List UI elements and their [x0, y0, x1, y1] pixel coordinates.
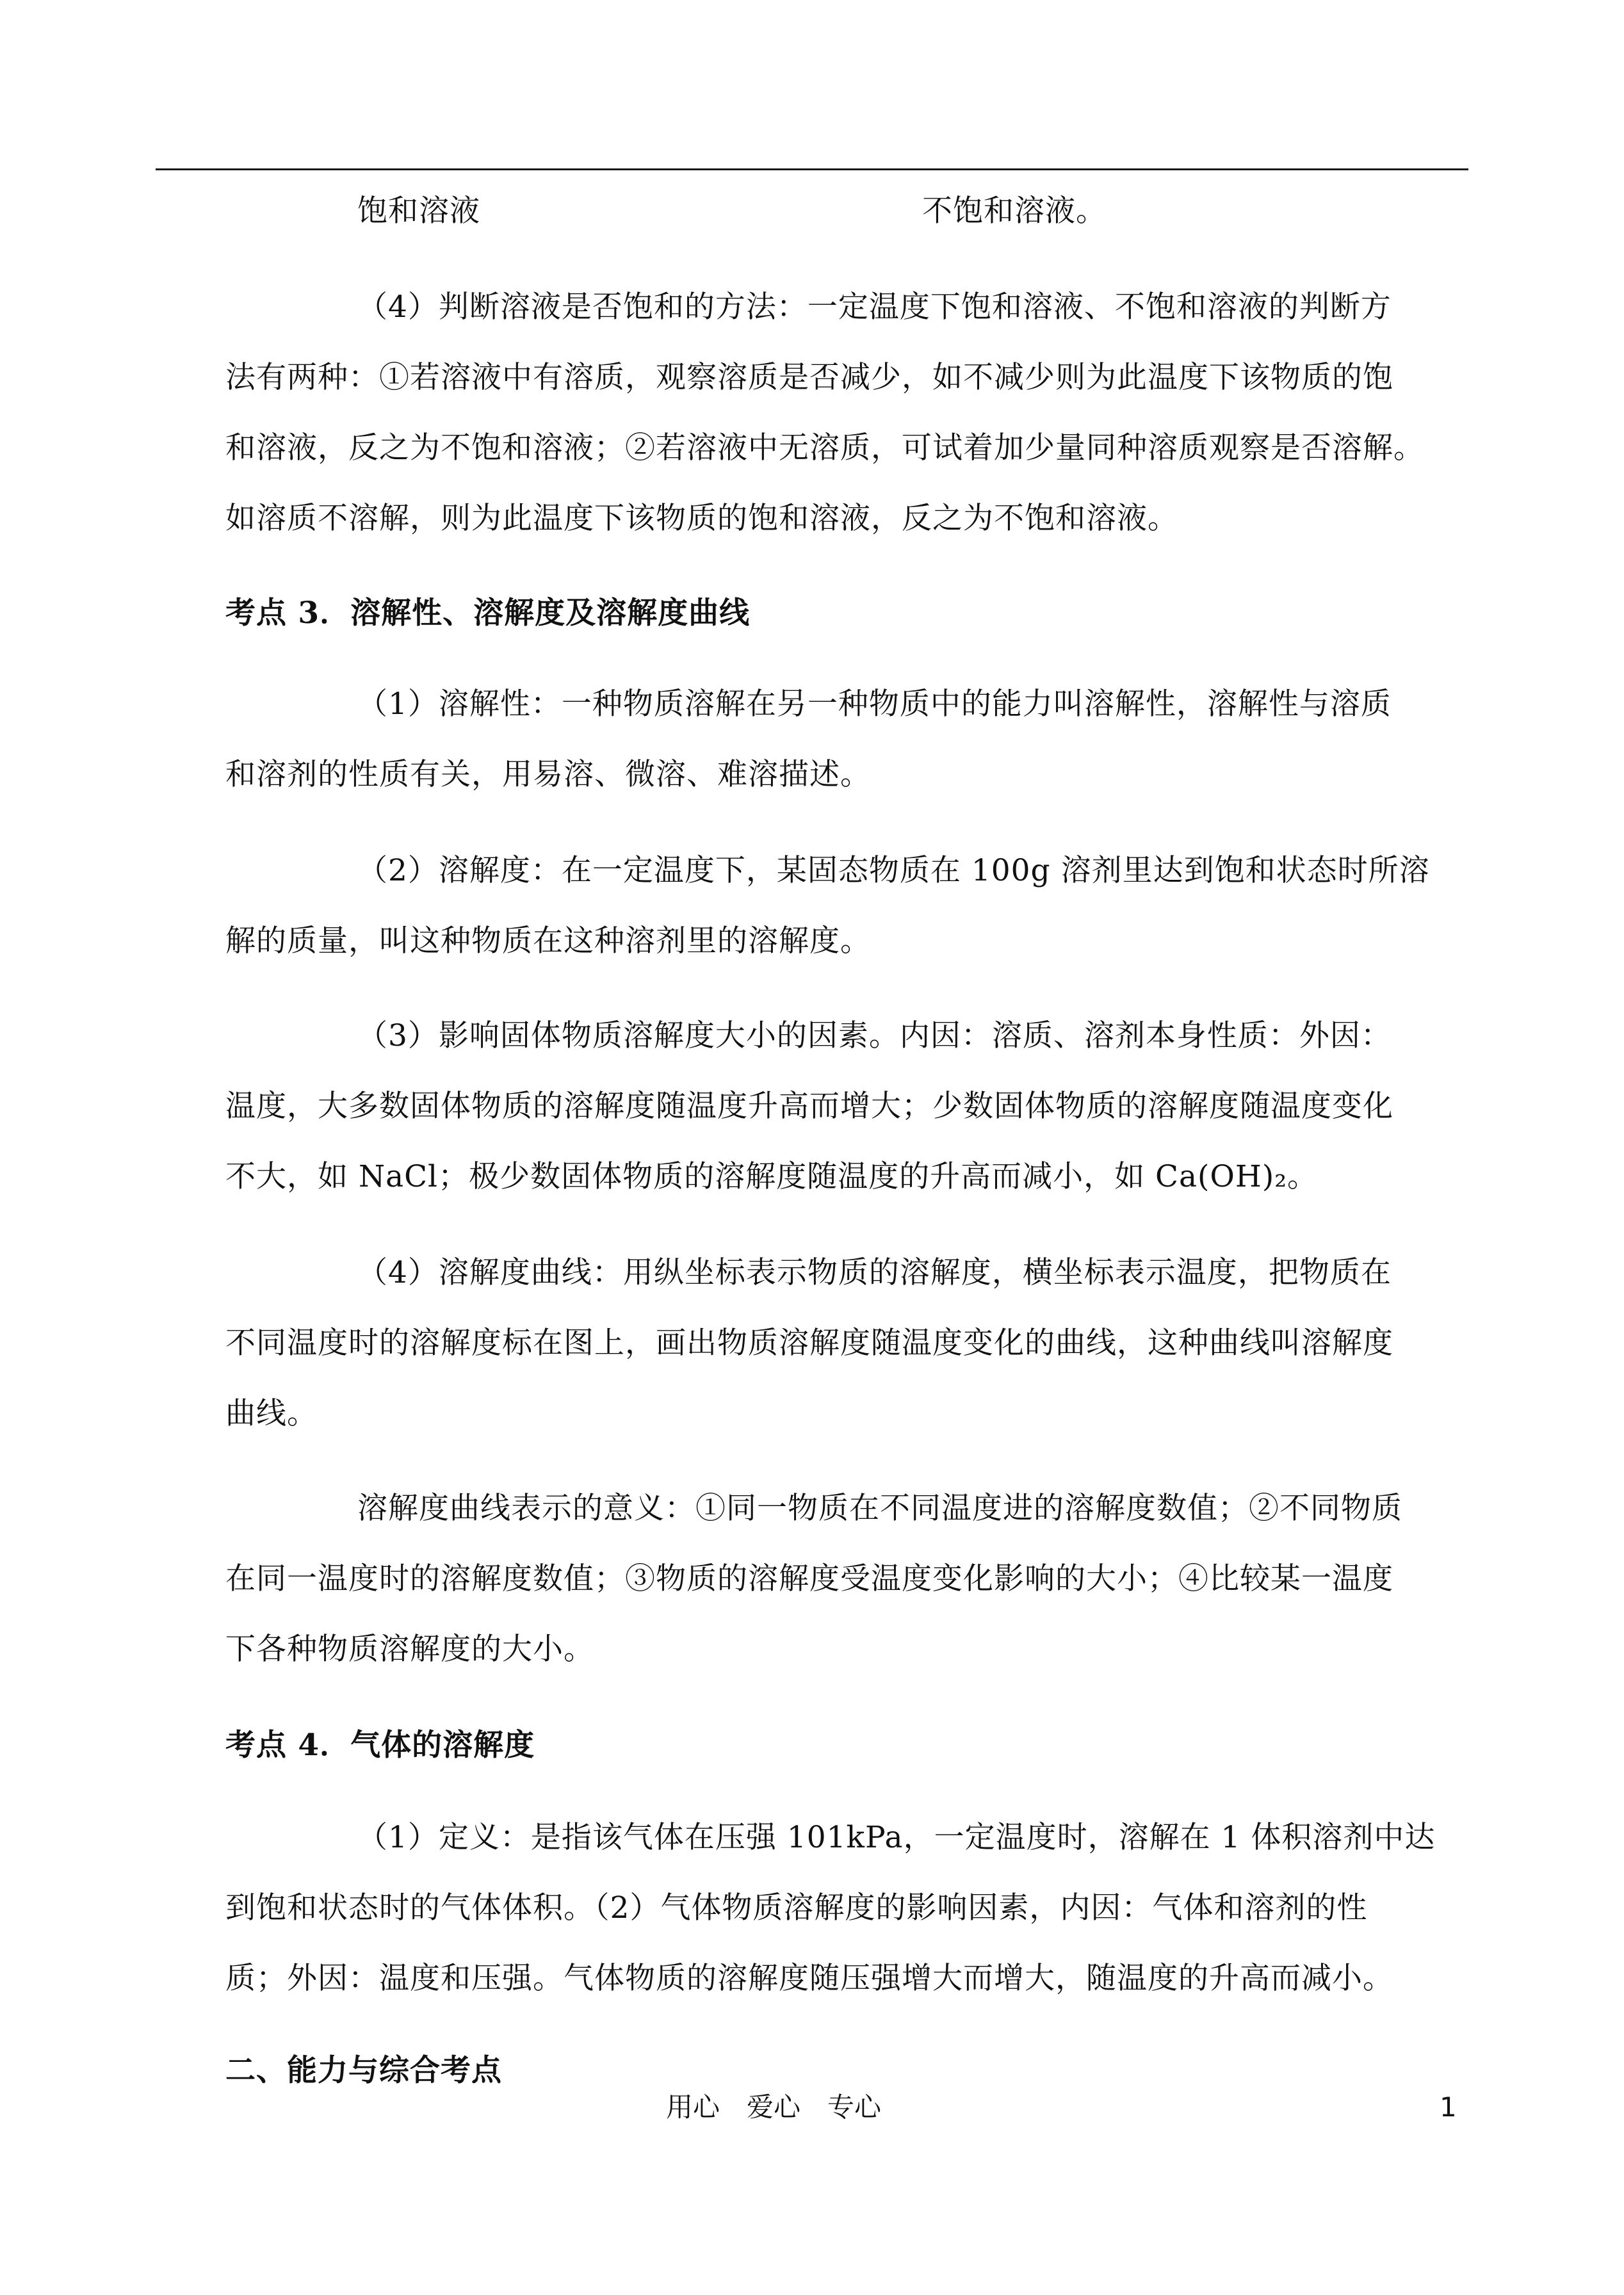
heading-point-4: 考点 4．气体的溶解度	[225, 1728, 535, 1763]
para-factors-line-2: 温度，大多数固体物质的溶解度随温度升高而增大；少数固体物质的溶解度随温度变化	[225, 1089, 1393, 1124]
heading-point-3: 考点 3．溶解性、溶解度及溶解度曲线	[225, 596, 751, 631]
para-curve-line-2: 不同温度时的溶解度标在图上，画出物质溶解度随温度变化的曲线，这种曲线叫溶解度	[225, 1326, 1393, 1361]
heading-section-2: 二、能力与综合考点	[225, 2053, 502, 2088]
para-judge-line-2: 法有两种：①若溶液中有溶质，观察溶质是否减少，如不减少则为此温度下该物质的饱	[225, 360, 1393, 395]
para-gas-line-3: 质；外因：温度和压强。气体物质的溶解度随压强增大而增大，随温度的升高而减小。	[225, 1961, 1393, 1996]
footer-motto: 用心 爱心 专心	[666, 2091, 882, 2123]
para-judge-line-1: （4）判断溶液是否饱和的方法：一定温度下饱和溶液、不饱和溶液的判断方	[357, 289, 1392, 325]
saturated-solution-term: 饱和溶液	[357, 193, 480, 229]
para-factors-line-3: 不大，如 NaCl；极少数固体物质的溶解度随温度的升高而减小，如 Ca(OH)₂。	[225, 1159, 1319, 1194]
unsaturated-solution-term: 不饱和溶液。	[922, 193, 1107, 229]
para-curve-meaning-line-1: 溶解度曲线表示的意义：①同一物质在不同温度进的溶解度数值；②不同物质	[357, 1491, 1402, 1526]
page-number: 1	[1440, 2091, 1457, 2123]
para-solubility-line-1: （1）溶解性：一种物质溶解在另一种物质中的能力叫溶解性，溶解性与溶质	[357, 686, 1392, 722]
para-judge-line-3: 和溶液，反之为不饱和溶液；②若溶液中无溶质，可试着加少量同种溶质观察是否溶解。	[225, 430, 1424, 466]
para-solubility-degree-line-2: 解的质量，叫这种物质在这种溶剂里的溶解度。	[225, 923, 871, 959]
para-curve-line-1: （4）溶解度曲线：用纵坐标表示物质的溶解度，横坐标表示温度，把物质在	[357, 1255, 1392, 1290]
para-judge-line-4: 如溶质不溶解，则为此温度下该物质的饱和溶液，反之为不饱和溶液。	[225, 501, 1178, 536]
para-curve-meaning-line-3: 下各种物质溶解度的大小。	[225, 1632, 594, 1667]
para-curve-meaning-line-2: 在同一温度时的溶解度数值；③物质的溶解度受温度变化影响的大小；④比较某一温度	[225, 1561, 1393, 1596]
para-factors-line-1: （3）影响固体物质溶解度大小的因素。内因：溶质、溶剂本身性质：外因：	[357, 1018, 1392, 1053]
para-solubility-line-2: 和溶剂的性质有关，用易溶、微溶、难溶描述。	[225, 757, 871, 792]
header-rule	[156, 168, 1468, 170]
para-solubility-degree-line-1: （2）溶解度：在一定温度下，某固态物质在 100g 溶剂里达到饱和状态时所溶	[357, 853, 1430, 888]
para-gas-line-1: （1）定义：是指该气体在压强 101kPa，一定温度时，溶解在 1 体积溶剂中达	[357, 1820, 1436, 1855]
para-curve-line-3: 曲线。	[225, 1396, 318, 1431]
para-gas-line-2: 到饱和状态时的气体体积。（2）气体物质溶解度的影响因素，内因：气体和溶剂的性	[225, 1890, 1368, 1926]
